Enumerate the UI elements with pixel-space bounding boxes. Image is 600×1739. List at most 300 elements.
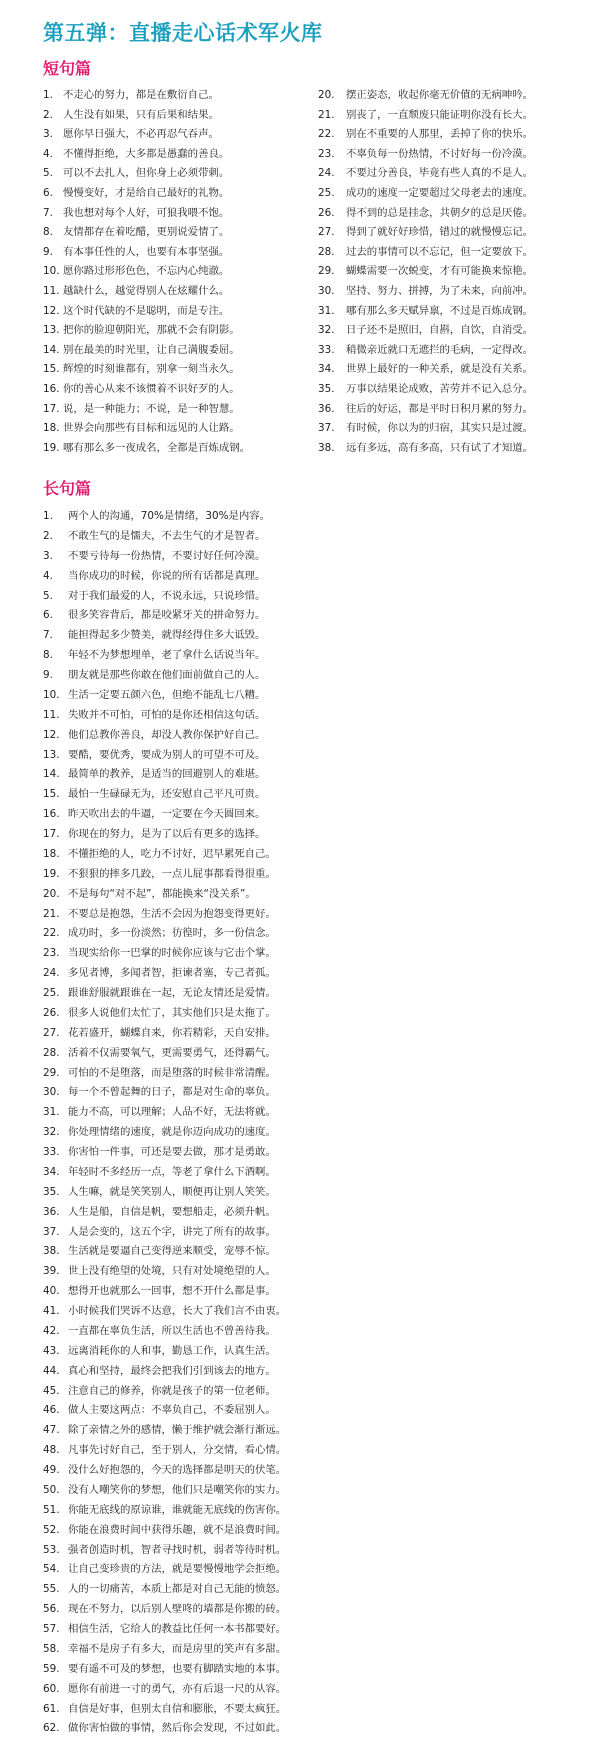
item-text: 很多笑容背后，都是咬紧牙关的拼命努力。 <box>68 609 266 622</box>
list-item <box>43 1183 286 1203</box>
item-text: 很多人说他们太忙了，其实他们只是太拖了。 <box>68 1006 276 1019</box>
item-number: 5. <box>43 167 53 180</box>
list-item <box>318 419 533 439</box>
list-item <box>43 1461 286 1481</box>
item-number: 13. <box>43 748 60 761</box>
item-text: 注意自己的修养，你就是孩子的第一位老师。 <box>68 1384 276 1397</box>
list-item <box>318 204 533 224</box>
item-text: 凡事先讨好自己，至于别人，分交情，看心情。 <box>68 1444 287 1457</box>
item-number: 52. <box>43 1523 60 1536</box>
long-list <box>43 507 286 1739</box>
list-item <box>318 106 533 126</box>
item-text: 万事以结果论成败，苦劳并不记入总分。 <box>346 382 534 395</box>
item-text: 不辜负每一份热情，不讨好每一份冷漠。 <box>346 147 534 160</box>
list-item <box>43 1342 286 1362</box>
item-text: 你现在的努力，是为了以后有更多的选择。 <box>68 828 266 840</box>
item-text: 小时候我们哭诉不达意，长大了我们言不由衷。 <box>68 1305 287 1317</box>
list-item <box>43 805 286 825</box>
item-number: 9. <box>43 245 53 258</box>
item-text: 昨天吹出去的牛逼，一定要在今天圆回来。 <box>68 808 266 821</box>
item-number: 12. <box>43 304 60 317</box>
list-item <box>43 865 286 885</box>
item-number: 28. <box>318 245 335 258</box>
list-item <box>318 400 533 420</box>
list-item <box>318 243 533 263</box>
item-text: 友情都存在着吃醋，更别说爱情了。 <box>63 226 230 239</box>
item-number: 48. <box>43 1444 60 1457</box>
item-number: 4. <box>43 147 53 160</box>
list-item <box>43 1083 286 1103</box>
item-text: 不是每句“对不起”，都能换来“没关系”。 <box>68 887 256 900</box>
item-text: 强者创造时机，智者寻找时机，弱者等待时机。 <box>68 1543 287 1556</box>
item-number: 3. <box>43 128 53 141</box>
list-item <box>43 164 250 184</box>
list-item <box>43 204 250 224</box>
item-text: 不要总是抱怨，生活不会因为抱怨变得更好。 <box>68 907 276 920</box>
list-item <box>43 321 250 341</box>
item-text: 现在不努力，以后别人壁咚的墙都是你搬的砖。 <box>68 1603 287 1616</box>
short-list-right <box>318 86 533 458</box>
item-number: 16. <box>43 808 60 821</box>
item-number: 18. <box>43 847 60 860</box>
item-number: 7. <box>43 206 53 219</box>
item-text: 世界上最好的一种关系，就是没有关系。 <box>346 363 534 376</box>
item-text: 让自己变珍贵的方法，就是要慢慢地学会拒绝。 <box>68 1563 287 1576</box>
item-number: 6. <box>43 609 53 622</box>
item-text: 可怕的不是堕落，而是堕落的时候非常清醒。 <box>68 1066 276 1079</box>
item-number: 37. <box>318 422 335 435</box>
item-number: 7. <box>43 629 53 642</box>
list-item <box>43 1203 286 1223</box>
list-item <box>43 243 250 263</box>
list-item <box>43 106 250 126</box>
list-item <box>43 1421 286 1441</box>
list-item <box>43 1501 286 1521</box>
item-number: 35. <box>318 382 335 395</box>
item-text: 说，是一种能力；不说，是一种智慧。 <box>63 402 240 415</box>
list-item <box>43 302 250 322</box>
item-text: 有时候，你以为的归宿，其实只是过渡。 <box>346 422 534 435</box>
item-number: 55. <box>43 1583 60 1596</box>
item-text: 日子还不是照旧，自斟，自饮，自消受。 <box>346 324 534 337</box>
item-number: 21. <box>318 108 335 121</box>
item-text: 别丧了，一直颓废只能证明你没有长大。 <box>346 108 534 121</box>
list-item <box>43 1441 286 1461</box>
item-number: 35. <box>43 1185 60 1198</box>
list-item <box>43 726 286 746</box>
item-number: 15. <box>43 788 60 801</box>
list-item <box>43 1163 286 1183</box>
item-text: 最简单的教养，是适当的回避别人的难堪。 <box>68 768 266 781</box>
item-number: 57. <box>43 1623 60 1635</box>
list-item <box>43 825 286 845</box>
item-number: 15. <box>43 363 60 376</box>
item-number: 54. <box>43 1563 60 1576</box>
item-text: 幸福不是房子有多大，而是房里的笑声有多甜。 <box>68 1642 287 1655</box>
item-text: 世上没有绝望的处境，只有对处境绝望的人。 <box>68 1265 276 1278</box>
list-item <box>43 1004 286 1024</box>
item-number: 61. <box>43 1702 60 1715</box>
item-number: 9. <box>43 669 53 681</box>
item-number: 38. <box>318 441 335 454</box>
list-item <box>43 223 250 243</box>
item-number: 41. <box>43 1305 60 1317</box>
item-text: 辉煌的时刻谁都有，别拿一刻当永久。 <box>63 363 240 376</box>
item-text: 不要过分善良，毕竟有些人真的不是人。 <box>346 167 534 180</box>
item-number: 32. <box>318 324 335 337</box>
item-number: 20. <box>43 887 60 900</box>
list-item <box>43 1521 286 1541</box>
item-text: 能担得起多少赞美，就得经得住多大诋毁。 <box>68 629 266 642</box>
item-text: 年轻时不多经历一点，等老了拿什么下酒啊。 <box>68 1165 276 1178</box>
item-number: 2. <box>43 529 53 542</box>
item-text: 愿你路过形形色色，不忘内心纯澈。 <box>63 265 230 278</box>
item-number: 22. <box>318 128 335 141</box>
item-number: 47. <box>43 1424 60 1437</box>
list-item <box>318 439 533 459</box>
item-text: 能力不高，可以理解；人品不好，无法将就。 <box>68 1106 276 1119</box>
list-item <box>43 845 286 865</box>
list-item <box>318 262 533 282</box>
item-number: 21. <box>43 907 60 920</box>
item-text: 有本事任性的人，也要有本事坚强。 <box>63 245 230 258</box>
item-text: 越缺什么，越觉得别人在炫耀什么。 <box>63 284 230 297</box>
item-text: 每一个不曾起舞的日子，都是对生命的辜负。 <box>68 1086 276 1099</box>
list-item <box>318 125 533 145</box>
list-item <box>43 964 286 984</box>
list-item <box>43 885 286 905</box>
item-text: 除了亲情之外的感情，懒于维护就会渐行渐远。 <box>68 1424 287 1437</box>
item-number: 33. <box>43 1146 60 1158</box>
item-number: 50. <box>43 1483 60 1496</box>
item-number: 40. <box>43 1285 60 1298</box>
item-text: 生活一定要五颜六色，但绝不能乱七八糟。 <box>68 688 266 701</box>
item-number: 4. <box>43 569 53 582</box>
item-number: 13. <box>43 324 60 337</box>
item-number: 36. <box>318 402 335 415</box>
item-text: 不懂得拒绝，大多都是愚蠢的善良。 <box>63 147 230 160</box>
item-number: 30. <box>43 1086 60 1099</box>
item-text: 不懂拒绝的人，吃力不讨好，迟早累死自己。 <box>68 847 276 860</box>
list-item <box>318 223 533 243</box>
item-number: 8. <box>43 226 53 239</box>
list-item <box>43 1123 286 1143</box>
list-item <box>318 184 533 204</box>
item-number: 20. <box>318 89 335 101</box>
list-item <box>43 686 286 706</box>
list-item <box>43 944 286 964</box>
item-text: 哪有那么多一夜成名，全都是百炼成钢。 <box>63 441 251 454</box>
item-number: 34. <box>318 363 335 376</box>
item-number: 25. <box>318 186 335 199</box>
item-text: 过去的事情可以不忘记，但一定要放下。 <box>346 245 534 258</box>
list-item <box>43 1044 286 1064</box>
item-text: 哪有那么多天赋异禀，不过是百炼成钢。 <box>346 304 534 317</box>
item-number: 17. <box>43 828 60 840</box>
item-text: 朋友就是那些你敢在他们面前做自己的人。 <box>68 669 266 681</box>
item-text: 不要亏待每一份热情，不要讨好任何冷漠。 <box>68 549 266 562</box>
list-item <box>43 360 250 380</box>
list-item <box>43 527 286 547</box>
list-item <box>43 984 286 1004</box>
item-text: 远离消耗你的人和事，勤恳工作，认真生活。 <box>68 1344 276 1357</box>
short-list-left <box>43 86 250 458</box>
item-text: 慢慢变好，才是给自己最好的礼物。 <box>63 186 230 199</box>
list-item <box>43 1719 286 1739</box>
item-number: 12. <box>43 728 60 741</box>
item-number: 14. <box>43 343 60 356</box>
list-item <box>43 1401 286 1421</box>
item-number: 22. <box>43 927 60 940</box>
list-item <box>43 746 286 766</box>
item-text: 做你害怕做的事情，然后你会发现，不过如此。 <box>68 1722 287 1735</box>
list-item <box>43 567 286 587</box>
item-text: 失败并不可怕，可怕的是你还相信这句话。 <box>68 708 266 721</box>
list-item <box>43 785 286 805</box>
item-text: 愿你有前进一寸的勇气，亦有后退一尺的从容。 <box>68 1682 287 1695</box>
list-item <box>43 547 286 567</box>
item-text: 两个人的沟通，70%是情绪，30%是内容。 <box>68 510 271 522</box>
list-item <box>43 1302 286 1322</box>
list-item <box>43 1700 286 1720</box>
list-item <box>43 1640 286 1660</box>
list-item <box>43 125 250 145</box>
item-number: 42. <box>43 1324 60 1337</box>
item-text: 人是会变的，这五个字，讲完了所有的故事。 <box>68 1225 276 1238</box>
item-number: 38. <box>43 1245 60 1258</box>
list-item <box>318 86 533 106</box>
list-item <box>318 360 533 380</box>
item-number: 27. <box>43 1026 60 1039</box>
item-number: 2. <box>43 108 53 121</box>
list-item <box>318 145 533 165</box>
list-item <box>318 164 533 184</box>
item-text: 人生嘛，就是笑笑别人，顺便再让别人笑笑。 <box>68 1185 276 1198</box>
item-text: 成功的速度一定要超过父母老去的速度。 <box>346 186 534 199</box>
item-number: 29. <box>43 1066 60 1079</box>
item-number: 33. <box>318 343 335 356</box>
list-item <box>43 1660 286 1680</box>
item-text: 活着不仅需要氧气，更需要勇气，还得霸气。 <box>68 1046 276 1059</box>
item-text: 你处理情绪的速度，就是你迈向成功的速度。 <box>68 1126 276 1139</box>
item-number: 27. <box>318 226 335 239</box>
item-number: 6. <box>43 186 53 199</box>
item-text: 别在不重要的人那里，丢掉了你的快乐。 <box>346 128 534 141</box>
item-text: 没有人嘲笑你的梦想，他们只是嘲笑你的实力。 <box>68 1483 287 1496</box>
item-text: 花若盛开，蝴蝶自来，你若精彩，天自安排。 <box>68 1026 276 1039</box>
list-item <box>43 1262 286 1282</box>
item-number: 23. <box>318 147 335 160</box>
item-number: 11. <box>43 708 60 721</box>
list-item <box>43 1064 286 1084</box>
short-section-heading: 短句篇 <box>43 59 92 78</box>
list-item <box>43 666 286 686</box>
item-number: 44. <box>43 1364 60 1377</box>
long-section-heading: 长句篇 <box>43 479 92 498</box>
list-item <box>43 626 286 646</box>
item-text: 得不到的总是挂念，共朝夕的总是厌倦。 <box>346 206 534 219</box>
list-item <box>43 507 286 527</box>
item-text: 当你成功的时候，你说的所有话都是真理。 <box>68 569 266 582</box>
list-item <box>318 341 533 361</box>
list-item <box>43 1600 286 1620</box>
item-text: 远有多远，高有多高，只有试了才知道。 <box>346 441 534 454</box>
item-number: 24. <box>318 167 335 180</box>
item-text: 坚持、努力、拼搏，为了未来，向前冲。 <box>346 284 534 297</box>
item-number: 16. <box>43 382 60 395</box>
item-number: 1. <box>43 510 53 522</box>
item-number: 14. <box>43 768 60 781</box>
item-number: 30. <box>318 284 335 297</box>
item-text: 成功时，多一份淡然；彷徨时，多一份信念。 <box>68 927 276 940</box>
item-text: 不走心的努力，都是在敷衍自己。 <box>63 89 219 101</box>
list-item <box>43 924 286 944</box>
list-item <box>43 905 286 925</box>
list-item <box>318 282 533 302</box>
item-number: 37. <box>43 1225 60 1238</box>
item-number: 10. <box>43 688 60 701</box>
item-text: 没什么好抱怨的，今天的选择都是明天的伏笔。 <box>68 1464 287 1476</box>
list-item <box>43 1322 286 1342</box>
item-number: 24. <box>43 967 60 980</box>
list-item <box>43 587 286 607</box>
item-text: 他们总教你善良，却没人教你保护好自己。 <box>68 728 266 741</box>
list-item <box>43 1481 286 1501</box>
list-item <box>43 282 250 302</box>
item-text: 人生没有如果，只有后果和结果。 <box>63 108 219 121</box>
list-item <box>43 1680 286 1700</box>
item-text: 一直都在辜负生活，所以生活也不曾善待我。 <box>68 1324 276 1337</box>
item-number: 31. <box>318 304 335 317</box>
item-number: 39. <box>43 1265 60 1278</box>
item-number: 26. <box>43 1006 60 1019</box>
item-text: 稍微亲近就口无遮拦的毛病，一定得改。 <box>346 343 534 356</box>
item-text: 相信生活，它给人的教益比任何一本书都要好。 <box>68 1623 287 1635</box>
item-text: 多见者博，多闻者智，拒谏者塞，专己者孤。 <box>68 967 276 980</box>
list-item <box>318 380 533 400</box>
item-text: 生活就是要逼自己变得逆来顺受，宠辱不惊。 <box>68 1245 276 1258</box>
list-item <box>43 380 250 400</box>
item-number: 23. <box>43 947 60 960</box>
item-text: 年轻不为梦想埋单，老了拿什么话说当年。 <box>68 649 266 662</box>
item-text: 真心和坚持，最终会把我们引到该去的地方。 <box>68 1364 276 1377</box>
item-number: 43. <box>43 1344 60 1357</box>
list-item <box>43 706 286 726</box>
item-text: 我也想对每个人好，可狼我喂不饱。 <box>63 206 230 219</box>
item-number: 25. <box>43 987 60 999</box>
item-text: 摆正姿态，收起你毫无价值的无病呻吟。 <box>346 89 534 101</box>
item-number: 11. <box>43 284 60 297</box>
item-text: 想得开也就那么一回事，想不开什么都是事。 <box>68 1285 276 1298</box>
item-number: 1. <box>43 89 53 101</box>
item-text: 对于我们最爱的人，不说永远，只说珍惜。 <box>68 589 266 602</box>
item-number: 46. <box>43 1404 60 1417</box>
list-item <box>43 765 286 785</box>
item-text: 跟谁舒服就跟谁在一起，无论友情还是爱情。 <box>68 987 276 999</box>
item-number: 17. <box>43 402 60 415</box>
item-number: 19. <box>43 441 60 454</box>
item-text: 自信是好事，但别太自信和膨胀，不要太疯狂。 <box>68 1702 287 1715</box>
list-item <box>43 262 250 282</box>
item-text: 不狠狠的摔多几跤，一点儿屁事都看得很重。 <box>68 867 276 880</box>
item-text: 别在最美的时光里，让自己满腹委屈。 <box>63 343 240 356</box>
item-number: 49. <box>43 1464 60 1476</box>
item-text: 蝴蝶需要一次蜕变，才有可能换来惊艳。 <box>346 265 534 278</box>
item-text: 要有遥不可及的梦想，也要有脚踏实地的本事。 <box>68 1662 287 1675</box>
list-item <box>43 184 250 204</box>
list-item <box>43 145 250 165</box>
item-text: 人生是船，自信是帆，要想船走，必须升帆。 <box>68 1205 276 1218</box>
item-text: 要酷，要优秀，要成为别人的可望不可及。 <box>68 748 266 761</box>
list-item <box>43 1620 286 1640</box>
item-number: 8. <box>43 649 53 662</box>
list-item <box>43 1560 286 1580</box>
item-number: 53. <box>43 1543 60 1556</box>
item-number: 26. <box>318 206 335 219</box>
item-number: 10. <box>43 265 60 278</box>
list-item <box>43 1143 286 1163</box>
item-number: 32. <box>43 1126 60 1139</box>
item-text: 人的一切痛苦，本质上都是对自己无能的愤怒。 <box>68 1583 287 1596</box>
list-item <box>43 646 286 666</box>
item-text: 不敢生气的是懦夫，不去生气的才是智者。 <box>68 529 266 542</box>
item-number: 36. <box>43 1205 60 1218</box>
list-item <box>43 1580 286 1600</box>
item-number: 18. <box>43 422 60 435</box>
item-text: 最怕一生碌碌无为，还安慰自己平凡可贵。 <box>68 788 266 801</box>
item-number: 56. <box>43 1603 60 1616</box>
item-number: 29. <box>318 265 335 278</box>
item-text: 你害怕一件事，可还是要去做，那才是勇敢。 <box>68 1146 276 1158</box>
item-text: 可以不去扎人，但你身上必须带刺。 <box>63 167 230 180</box>
item-number: 28. <box>43 1046 60 1059</box>
item-text: 世界会向那些有目标和远见的人让路。 <box>63 422 240 435</box>
list-item <box>43 86 250 106</box>
item-number: 19. <box>43 867 60 880</box>
list-item <box>43 1024 286 1044</box>
item-number: 58. <box>43 1642 60 1655</box>
list-item <box>43 400 250 420</box>
list-item <box>43 341 250 361</box>
item-text: 当现实给你一巴掌的时候你应该与它击个掌。 <box>68 947 276 960</box>
item-text: 得到了就好好珍惜，错过的就慢慢忘记。 <box>346 226 534 239</box>
item-text: 把你的脸迎朝阳光，那就不会有阴影。 <box>63 324 240 337</box>
page-title: 第五弹：直播走心话术军火库 <box>43 21 323 45</box>
item-number: 59. <box>43 1662 60 1675</box>
item-number: 60. <box>43 1682 60 1695</box>
item-text: 愿你早日强大，不必再忍气吞声。 <box>63 128 219 141</box>
item-number: 45. <box>43 1384 60 1397</box>
item-number: 3. <box>43 549 53 562</box>
list-item <box>43 1282 286 1302</box>
item-text: 往后的好运，都是平时日积月累的努力。 <box>346 402 534 415</box>
item-number: 5. <box>43 589 53 602</box>
item-text: 你的善心从来不该惯着不识好歹的人。 <box>63 382 240 395</box>
list-item <box>43 1242 286 1262</box>
list-item <box>43 1223 286 1243</box>
item-number: 31. <box>43 1106 60 1119</box>
item-number: 62. <box>43 1722 60 1735</box>
list-item <box>43 419 250 439</box>
list-item <box>318 302 533 322</box>
list-item <box>43 1103 286 1123</box>
list-item <box>318 321 533 341</box>
item-text: 做人主要这两点：不辜负自己，不委屈别人。 <box>68 1404 276 1417</box>
list-item <box>43 439 250 459</box>
item-text: 这个时代缺的不是聪明，而是专注。 <box>63 304 230 317</box>
list-item <box>43 1382 286 1402</box>
item-text: 你能无底线的原谅谁，谁就能无底线的伤害你。 <box>68 1503 287 1516</box>
